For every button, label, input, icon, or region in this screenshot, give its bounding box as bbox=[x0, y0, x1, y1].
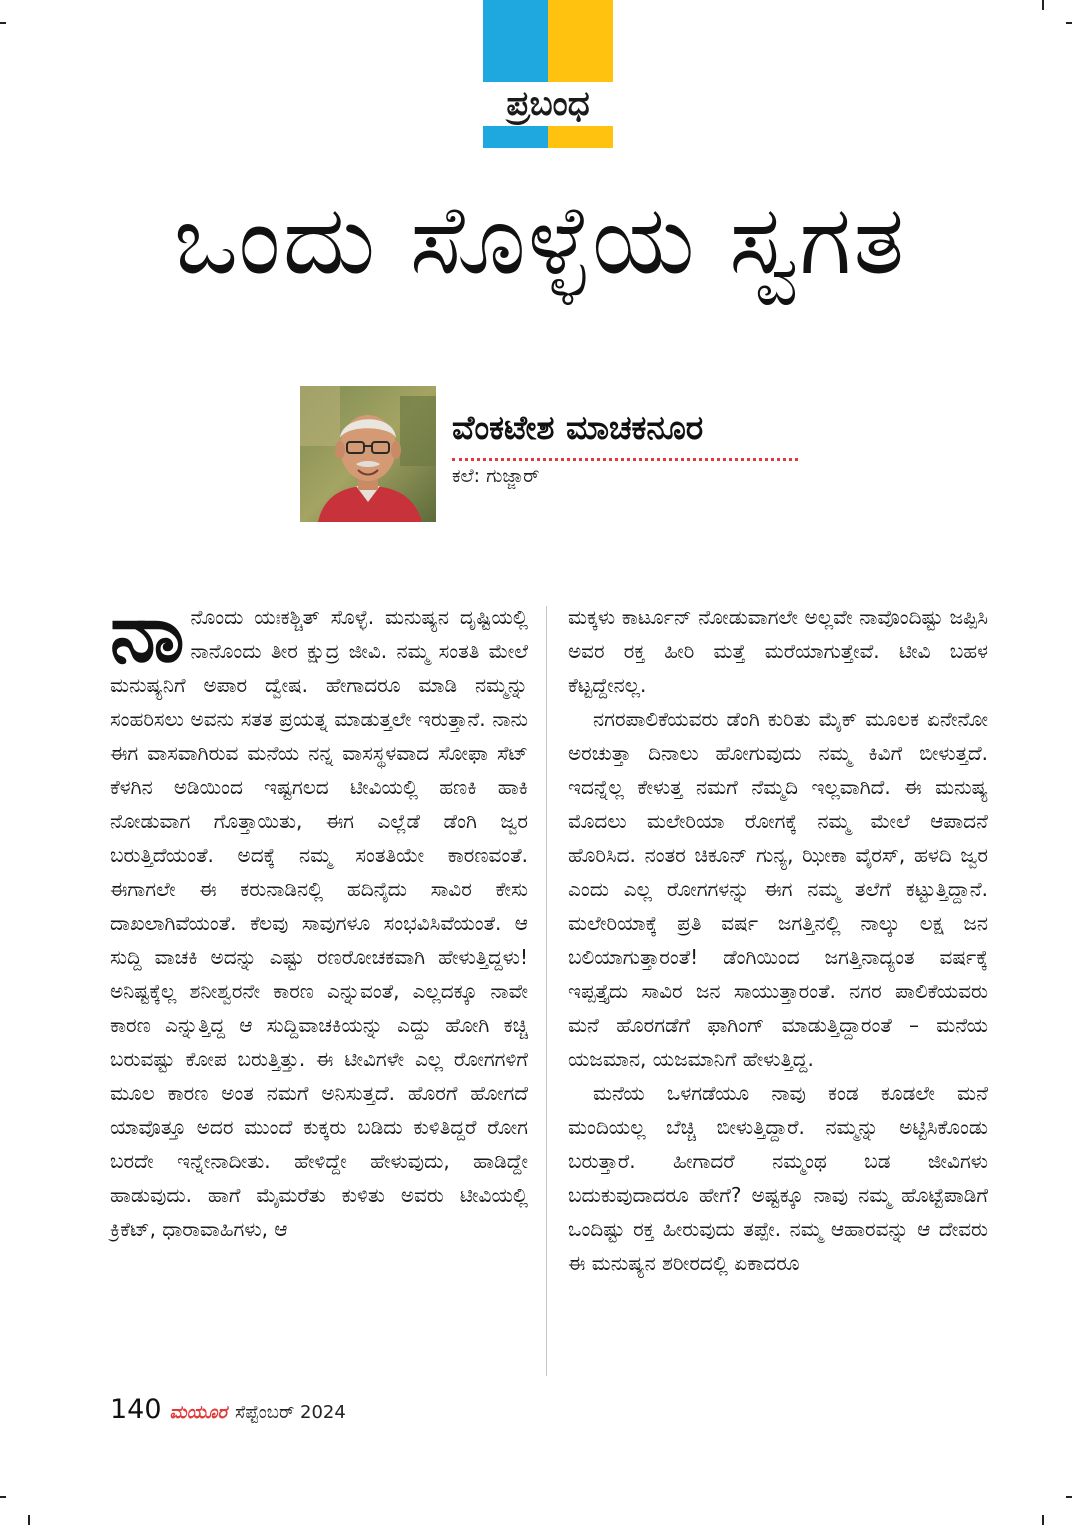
drop-cap: ನಾ bbox=[110, 586, 185, 681]
paragraph-text: ನೊಂದು ಯಃಕಶ್ಚಿತ್ ಸೊಳ್ಳೆ. ಮನುಷ್ಯನ ದೃಷ್ಟಿಯಲ್ಲಿ ನಾನೊಂದು ತೀರ ಕ್ಷುದ್ರ ಜೀವಿ. ನಮ್ಮ ಸಂತತಿ ಮೇಲೆ ಮನುಷ್ಯನಿಗೆ ಅಪಾರ ದ್ವೇಷ. ಹೇಗಾದರೂ ಮಾಡಿ ನಮ್ಮನ್ನು ಸಂಹರಿಸಲು ಅವನು ಸತತ ಪ್ರಯತ್ನ ಮಾಡುತ್ತಲೇ ಇರುತ್ತಾನೆ. ನಾನು ಈಗ ವಾಸವಾಗಿರುವ ಮನೆಯ ನನ್ನ ವಾಸಸ್ಥಳವಾದ ಸೋಫಾ ಸೆಟ್ ಕೆಳಗಿನ ಅಡಿಯಿಂದ ಇಷ್ಟಗಲದ ಟೀವಿಯಲ್ಲಿ ಹಣಕಿ ಹಾಕಿ ನೋಡುವಾಗ ಗೊತ್ತಾಯಿತು, ಈಗ ಎಲ್ಲೆಡೆ ಡೆಂಗಿ ಜ್ವರ ಬರುತ್ತಿದೆಯಂತೆ. ಅದಕ್ಕೆ ನಮ್ಮ ಸಂತತಿಯೇ ಕಾರಣವಂತೆ. ಈಗಾಗಲೇ ಈ ಕರುನಾಡಿನಲ್ಲಿ ಹದಿನೈದು ಸಾವಿರ ಕೇಸು ದಾಖಲಾಗಿವೆಯಂತೆ. ಕೆಲವು ಸಾವುಗಳೂ ಸಂಭವಿಸಿವೆಯಂತೆ. ಆ ಸುದ್ದಿ ವಾಚಕಿ ಅದನ್ನು ಎಷ್ಟು ರಣರೋಚಕವಾಗಿ ಹೇಳುತ್ತಿದ್ದಳು! ಅನಿಷ್ಟಕ್ಕೆಲ್ಲ ಶನೀಶ್ವರನೇ ಕಾರಣ ಎನ್ನುವಂತೆ, ಎಲ್ಲದಕ್ಕೂ ನಾವೇ ಕಾರಣ ಎನ್ನುತ್ತಿದ್ದ ಆ ಸುದ್ದಿವಾಚಕಿಯನ್ನು ಎದ್ದು ಹೋಗಿ ಕಚ್ಚಿ ಬರುವಷ್ಟು ಕೋಪ ಬರುತ್ತಿತ್ತು. ಈ ಟೀವಿಗಳೇ ಎಲ್ಲ ರೋಗಗಳಿಗೆ ಮೂಲ ಕಾರಣ ಅಂತ ನಮಗೆ ಅನಿಸುತ್ತದೆ. ಹೊರಗೆ ಹೋಗದೆ ಯಾವೊತ್ತೂ ಅದರ ಮುಂದೆ ಕುಕ್ಕರು ಬಡಿದು ಕುಳಿತಿದ್ದರೆ ರೋಗ ಬರದೇ ಇನ್ನೇನಾದೀತು. ಹೇಳಿದ್ದೇ ಹೇಳುವುದು, ಹಾಡಿದ್ದೇ ಹಾಡುವುದು. ಹಾಗೆ ಮೈಮರೆತು ಕುಳಿತು ಅವರು ಟೀವಿಯಲ್ಲಿ ಕ್ರಿಕೆಟ್, ಧಾರಾವಾಹಿಗಳು, ಆ bbox=[110, 605, 528, 1241]
column-divider bbox=[546, 606, 547, 1376]
crop-mark-top-right-v bbox=[1042, 0, 1044, 10]
section-tag-yellow-block bbox=[548, 0, 613, 82]
illustration-credit: ಕಲೆ: ಗುಜ್ಜಾರ್ bbox=[452, 465, 540, 487]
magazine-logo: ಮಯೂರ bbox=[169, 1402, 227, 1423]
author-divider bbox=[452, 458, 798, 461]
article-headline: ಒಂದು ಸೊಳ್ಳೆಯ ಸ್ವಗತ bbox=[173, 184, 907, 296]
crop-mark-bottom-left-v bbox=[28, 1515, 30, 1525]
page-footer bbox=[110, 1394, 346, 1428]
paragraph bbox=[110, 586, 528, 1246]
section-tag-blue-block bbox=[483, 0, 548, 82]
paragraph: ಮನೆಯ ಒಳಗಡೆಯೂ ನಾವು ಕಂಡ ಕೂಡಲೇ ಮನೆ ಮಂದಿಯಲ್ಲ ಬೆಚ್ಚಿ ಬೀಳುತ್ತಿದ್ದಾರೆ. ನಮ್ಮನ್ನು ಅಟ್ಟಿಸಿಕೊಂಡು ಬರುತ್ತಾರೆ. ಹೀಗಾದರೆ ನಮ್ಮಂಥ ಬಡ ಜೀವಿಗಳು ಬದುಕುವುದಾದರೂ ಹೇಗೆ? ಅಷ್ಟಕ್ಕೂ ನಾವು ನಮ್ಮ ಹೊಟ್ಟೆಪಾಡಿಗೆ ಒಂದಿಷ್ಟು ರಕ್ತ ಹೀರುವುದು ತಪ್ಪೇ. ನಮ್ಮ ಆಹಾರವನ್ನು ಆ ದೇವರು ಈ ಮನುಷ್ಯನ ಶರೀರದಲ್ಲಿ ಏಕಾದರೂ bbox=[568, 1081, 988, 1275]
crop-mark-bottom-right bbox=[1066, 1496, 1072, 1498]
section-tag bbox=[483, 0, 613, 148]
paragraph: ಮಕ್ಕಳು ಕಾರ್ಟೂನ್ ನೋಡುವಾಗಲೇ ಅಲ್ಲವೇ ನಾವೊಂದಿಷ್ಟು ಜಪ್ಪಿಸಿ ಅವರ ರಕ್ತ ಹೀರಿ ಮತ್ತೆ ಮರೆಯಾಗುತ್ತೇವೆ. ಟೀವಿ ಬಹಳ ಕೆಟ್ಟದ್ದೇನಲ್ಲ. bbox=[568, 605, 988, 697]
section-label: ಪ್ರಬಂಧ bbox=[506, 84, 590, 124]
section-tag-yellow-bar bbox=[548, 126, 613, 148]
body-column-left bbox=[110, 586, 528, 1246]
crop-mark-bottom-left bbox=[0, 1496, 6, 1498]
author-name: ವೆಂಕಟೇಶ ಮಾಚಕನೂರ bbox=[452, 408, 704, 447]
issue-date: ಸೆಪ್ಟೆಂಬರ್ 2024 bbox=[234, 1402, 346, 1423]
author-photo bbox=[300, 386, 436, 522]
body-column-right bbox=[568, 600, 988, 1280]
crop-mark-top-right bbox=[1066, 22, 1072, 24]
page-number: 140 bbox=[110, 1394, 162, 1425]
paragraph: ನಗರಪಾಲಿಕೆಯವರು ಡೆಂಗಿ ಕುರಿತು ಮೈಕ್ ಮೂಲಕ ಏನೇನೋ ಅರಚುತ್ತಾ ದಿನಾಲು ಹೋಗುವುದು ನಮ್ಮ ಕಿವಿಗೆ ಬೀಳುತ್ತದೆ. ಇದನ್ನೆಲ್ಲ ಕೇಳುತ್ತ ನಮಗೆ ನೆಮ್ಮದಿ ಇಲ್ಲವಾಗಿದೆ. ಈ ಮನುಷ್ಯ ಮೊದಲು ಮಲೇರಿಯಾ ರೋಗಕ್ಕೆ ನಮ್ಮ ಮೇಲೆ ಆಪಾದನೆ ಹೊರಿಸಿದ. ನಂತರ ಚಿಕೂನ್ ಗುನ್ಯ, ಝೀಕಾ ವೈರಸ್, ಹಳದಿ ಜ್ವರ ಎಂದು ಎಲ್ಲ ರೋಗಗಳನ್ನು ಈಗ ನಮ್ಮ ತಲೆಗೆ ಕಟ್ಟುತ್ತಿದ್ದಾನೆ. ಮಲೇರಿಯಾಕ್ಕೆ ಪ್ರತಿ ವರ್ಷ ಜಗತ್ತಿನಲ್ಲಿ ನಾಲ್ಕು ಲಕ್ಷ ಜನ ಬಲಿಯಾಗುತ್ತಾರಂತೆ! ಡೆಂಗಿಯಿಂದ ಜಗತ್ತಿನಾದ್ಯಂತ ವರ್ಷಕ್ಕೆ ಇಪ್ಪತ್ತೈದು ಸಾವಿರ ಜನ ಸಾಯುತ್ತಾರಂತೆ. ನಗರ ಪಾಲಿಕೆಯವರು ಮನೆ ಹೊರಗಡೆಗೆ ಫಾಗಿಂಗ್ ಮಾಡುತ್ತಿದ್ದಾರಂತೆ – ಮನೆಯ ಯಜಮಾನ, ಯಜಮಾನಿಗೆ ಹೇಳುತ್ತಿದ್ದ. bbox=[568, 707, 988, 1071]
crop-mark-bottom-right-v bbox=[1042, 1515, 1044, 1525]
section-tag-blue-bar bbox=[483, 126, 548, 148]
crop-mark-top-left bbox=[0, 22, 6, 24]
author-portrait-image bbox=[300, 386, 436, 522]
